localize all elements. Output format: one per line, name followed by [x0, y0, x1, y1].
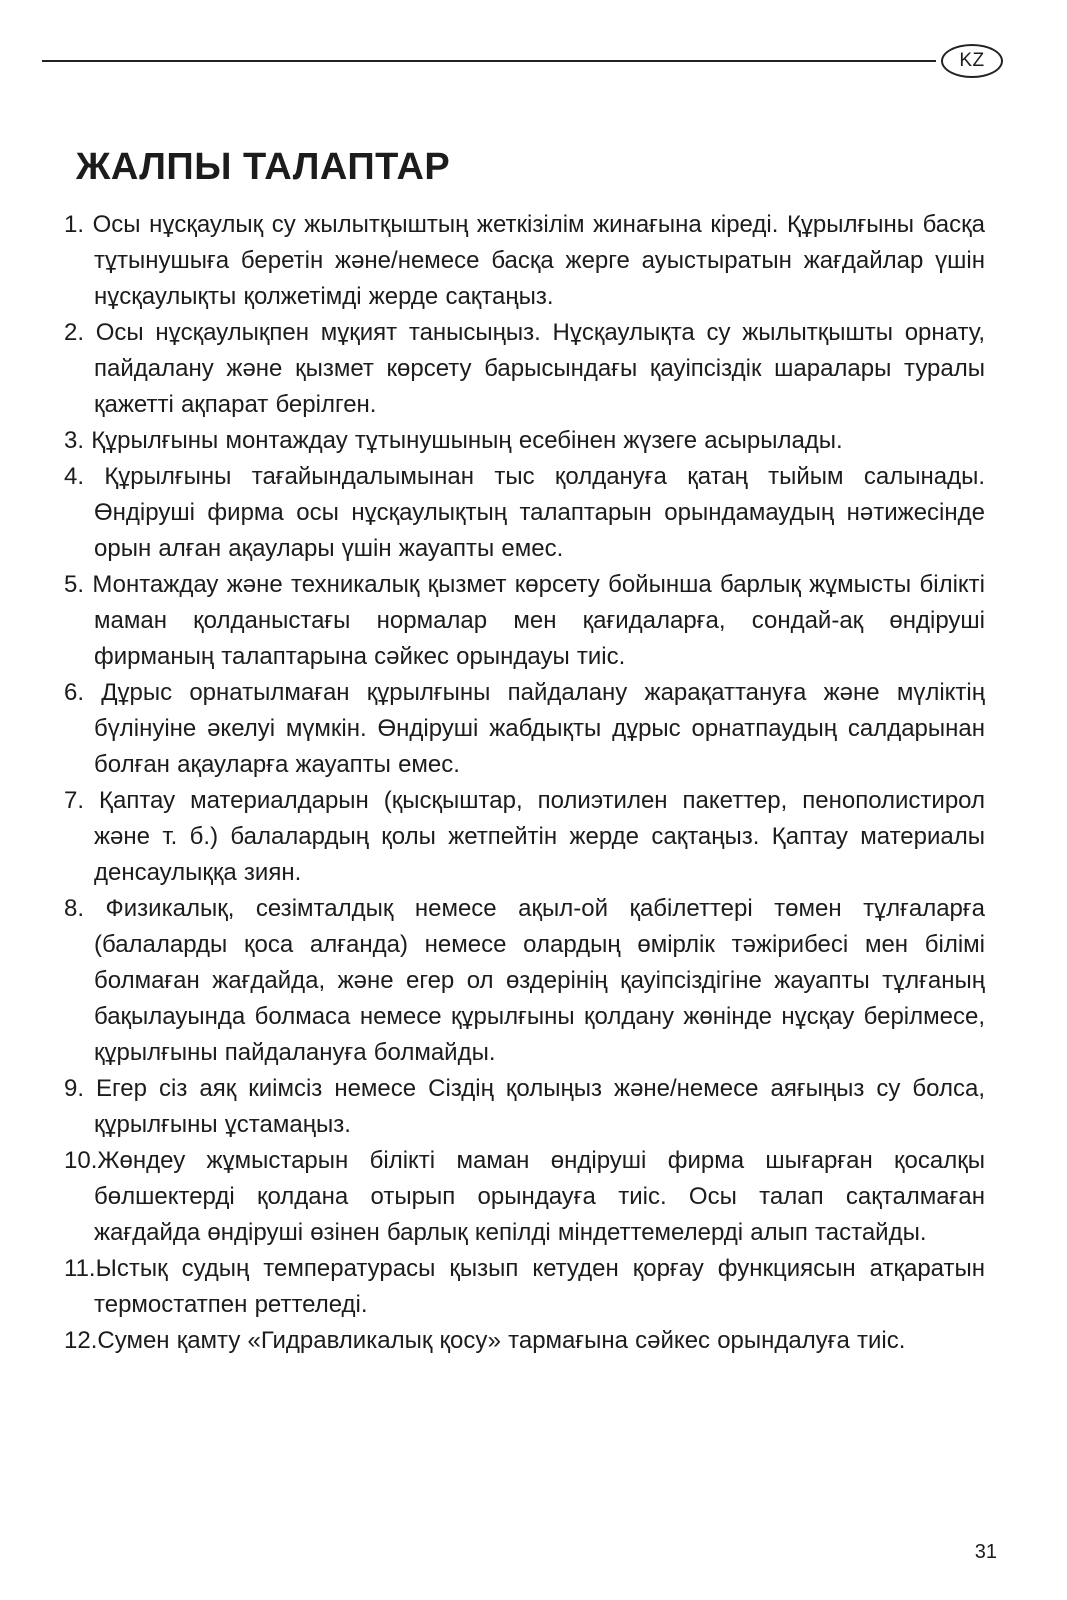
item-number: 4. — [64, 463, 105, 490]
item-number: 5. — [64, 571, 93, 598]
header-rule — [42, 60, 936, 62]
item-text: Қаптау материалдарын (қысқыштар, полиэтилен пакеттер, пенополистирол және т. б.) балалардың қолы жетпейтін жерде сақтаңыз. Қаптау материалы денсаулыққа зиян. — [94, 787, 985, 886]
item-text: Осы нұсқаулықпен мұқият танысыңыз. Нұсқаулықта су жылытқышты орнату, пайдалану және қызмет көрсету барысындағы қауіпсіздік шаралары туралы қажетті ақпарат берілген. — [94, 319, 985, 418]
item-text: Құрылғыны монтаждау тұтынушының есебінен жүзеге асырылады. — [91, 427, 843, 454]
item-number: 1. — [64, 211, 93, 238]
list-item — [64, 675, 985, 783]
item-text: Жөндеу жұмыстарын білікті маман өндіруші фирма шығарған қосалқы бөлшектерді қолдана отырып орындауға тиіс. Осы талап сақталмаған жағдайда өндіруші өзінен барлық кепілді міндеттемелерді алып тастайды. — [94, 1147, 985, 1246]
item-number: 6. — [64, 679, 102, 706]
item-number: 10. — [64, 1147, 98, 1174]
item-number: 11. — [64, 1255, 96, 1282]
list-item — [64, 423, 985, 459]
item-text: Физикалық, сезімталдық немесе ақыл-ой қабілеттері төмен тұлғаларға (балаларды қоса алғанда) немесе олардың өмірлік тәжірибесі мен білімі болмаған жағдайда, және егер ол өздерінің қауіпсіздігіне жауапты тұлғаның бақылауында болмаса немесе құрылғыны қолдану жөнінде нұсқау берілмесе, құрылғыны пайдалануға болмайды. — [94, 895, 986, 1066]
item-text: Осы нұсқаулық су жылытқыштың жеткізілім жинағына кіреді. Құрылғыны басқа тұтынушыға беретін және/немесе басқа жерге ауыстыратын жағдайлар үшін нұсқаулықты қолжетімді жерде сақтаңыз. — [92, 211, 985, 310]
list-item — [64, 567, 985, 675]
list-item — [64, 459, 985, 567]
list-item — [64, 1251, 985, 1323]
language-badge: KZ — [941, 44, 1003, 78]
main-content — [64, 146, 985, 1359]
list-item — [64, 1143, 985, 1251]
page-number: 31 — [974, 1541, 997, 1563]
item-number: 7. — [64, 787, 99, 814]
item-text: Егер сіз аяқ киімсіз немесе Сіздің қолыңыз және/немесе аяғыңыз су болса, құрылғыны ұстамаңыз. — [94, 1075, 985, 1138]
list-item — [64, 783, 985, 891]
list-item — [64, 207, 985, 315]
item-number: 2. — [64, 319, 96, 346]
item-number: 12. — [64, 1327, 98, 1354]
item-text: Сумен қамту «Гидравликалық қосу» тармағына сәйкес орындалуға тиіс. — [97, 1327, 906, 1354]
requirements-list — [64, 207, 985, 1359]
item-text: Дұрыс орнатылмаған құрылғыны пайдалану жарақаттануға және мүліктің бүлінуіне әкелуі мүмкін. Өндіруші жабдықты дұрыс орнатпаудың салдарынан болған ақауларға жауапты емес. — [94, 679, 986, 778]
item-text: Ыстық судың температурасы қызып кетуден қорғау функциясын атқаратын термостатпен реттеледі. — [94, 1255, 985, 1318]
list-item — [64, 1071, 985, 1143]
item-text: Құрылғыны тағайындалымынан тыс қолдануға қатаң тыйым салынады. Өндіруші фирма осы нұсқаулықтың талаптарын орындамаудың нәтижесінде орын алған ақаулары үшін жауапты емес. — [94, 463, 985, 562]
item-number: 8. — [64, 895, 106, 922]
list-item — [64, 315, 985, 423]
item-number: 3. — [64, 427, 92, 454]
page-title: ЖАЛПЫ ТАЛАПТАР — [76, 146, 451, 188]
list-item — [64, 1323, 985, 1359]
item-number: 9. — [64, 1075, 97, 1102]
item-text: Монтаждау және техникалық қызмет көрсету бойынша барлық жұмысты білікті маман қолданыстағы нормалар мен қағидаларға, сондай-ақ өндіруші фирманың талаптарына сәйкес орындауы тиіс. — [92, 571, 985, 670]
list-item — [64, 891, 985, 1071]
